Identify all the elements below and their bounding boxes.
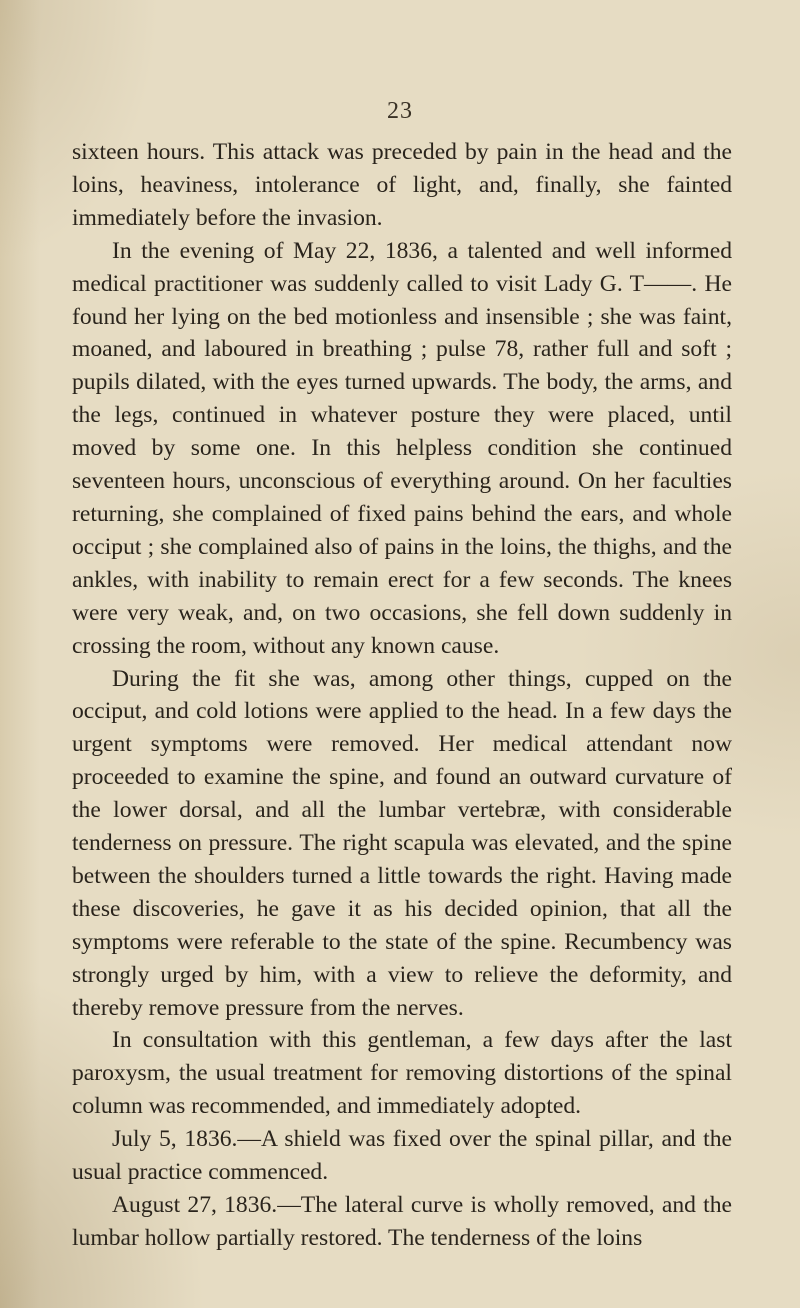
paragraph: In the evening of May 22, 1836, a talented and well informed medical practitioner was suddenly called to visit Lady G. T——. He found her lying on the bed motionless and insensible ; she was faint, moaned, and laboured in breathing ; pulse 78, rather full and soft ; pupils dilated, with the eyes turned upwards. The body, the arms, and the legs, continued in whatever posture they were placed, until moved by some one. In this helpless condition she continued seventeen hours, unconscious of everything around. On her faculties returning, she complained of fixed pains behind the ears, and whole occiput ; she complained also of pains in the loins, the thighs, and the ankles, with inability to remain erect for a few seconds. The knees were very weak, and, on two occasions, she fell down suddenly in crossing the room, without any known cause. <box>72 237 732 659</box>
page-number: 23 <box>387 98 413 124</box>
paragraph: sixteen hours. This attack was preceded by pain in the head and the loins, heaviness, intolerance of light, and, finally, she fainted immediately before the invasion. <box>72 139 732 231</box>
paragraph: August 27, 1836.—The lateral curve is wholly removed, and the lumbar hollow partially restored. The tenderness of the loins <box>72 1192 732 1251</box>
paragraph: In consultation with this gentleman, a few days after the last paroxysm, the usual treatment for removing distortions of the spinal column was recommended, and immediately adopted. <box>72 1027 732 1120</box>
body-text <box>72 136 732 1255</box>
paragraph: July 5, 1836.—A shield was fixed over the spinal pillar, and the usual practice commenced. <box>72 1126 732 1186</box>
paragraph: During the fit she was, among other things, cupped on the occiput, and cold lotions were applied to the head. In a few days the urgent symptoms were removed. Her medical attendant now proceeded to examine the spine, and found an outward curvature of the lower dorsal, and all the lumbar vertebræ, with considerable tenderness on pressure. The right scapula was elevated, and the spine between the shoulders turned a little towards the right. Having made these discoveries, he gave it as his decided opinion, that all the symptoms were referable to the state of the spine. Recumbency was strongly urged by him, with a view to relieve the deformity, and thereby remove pressure from the nerves. <box>72 665 732 1021</box>
